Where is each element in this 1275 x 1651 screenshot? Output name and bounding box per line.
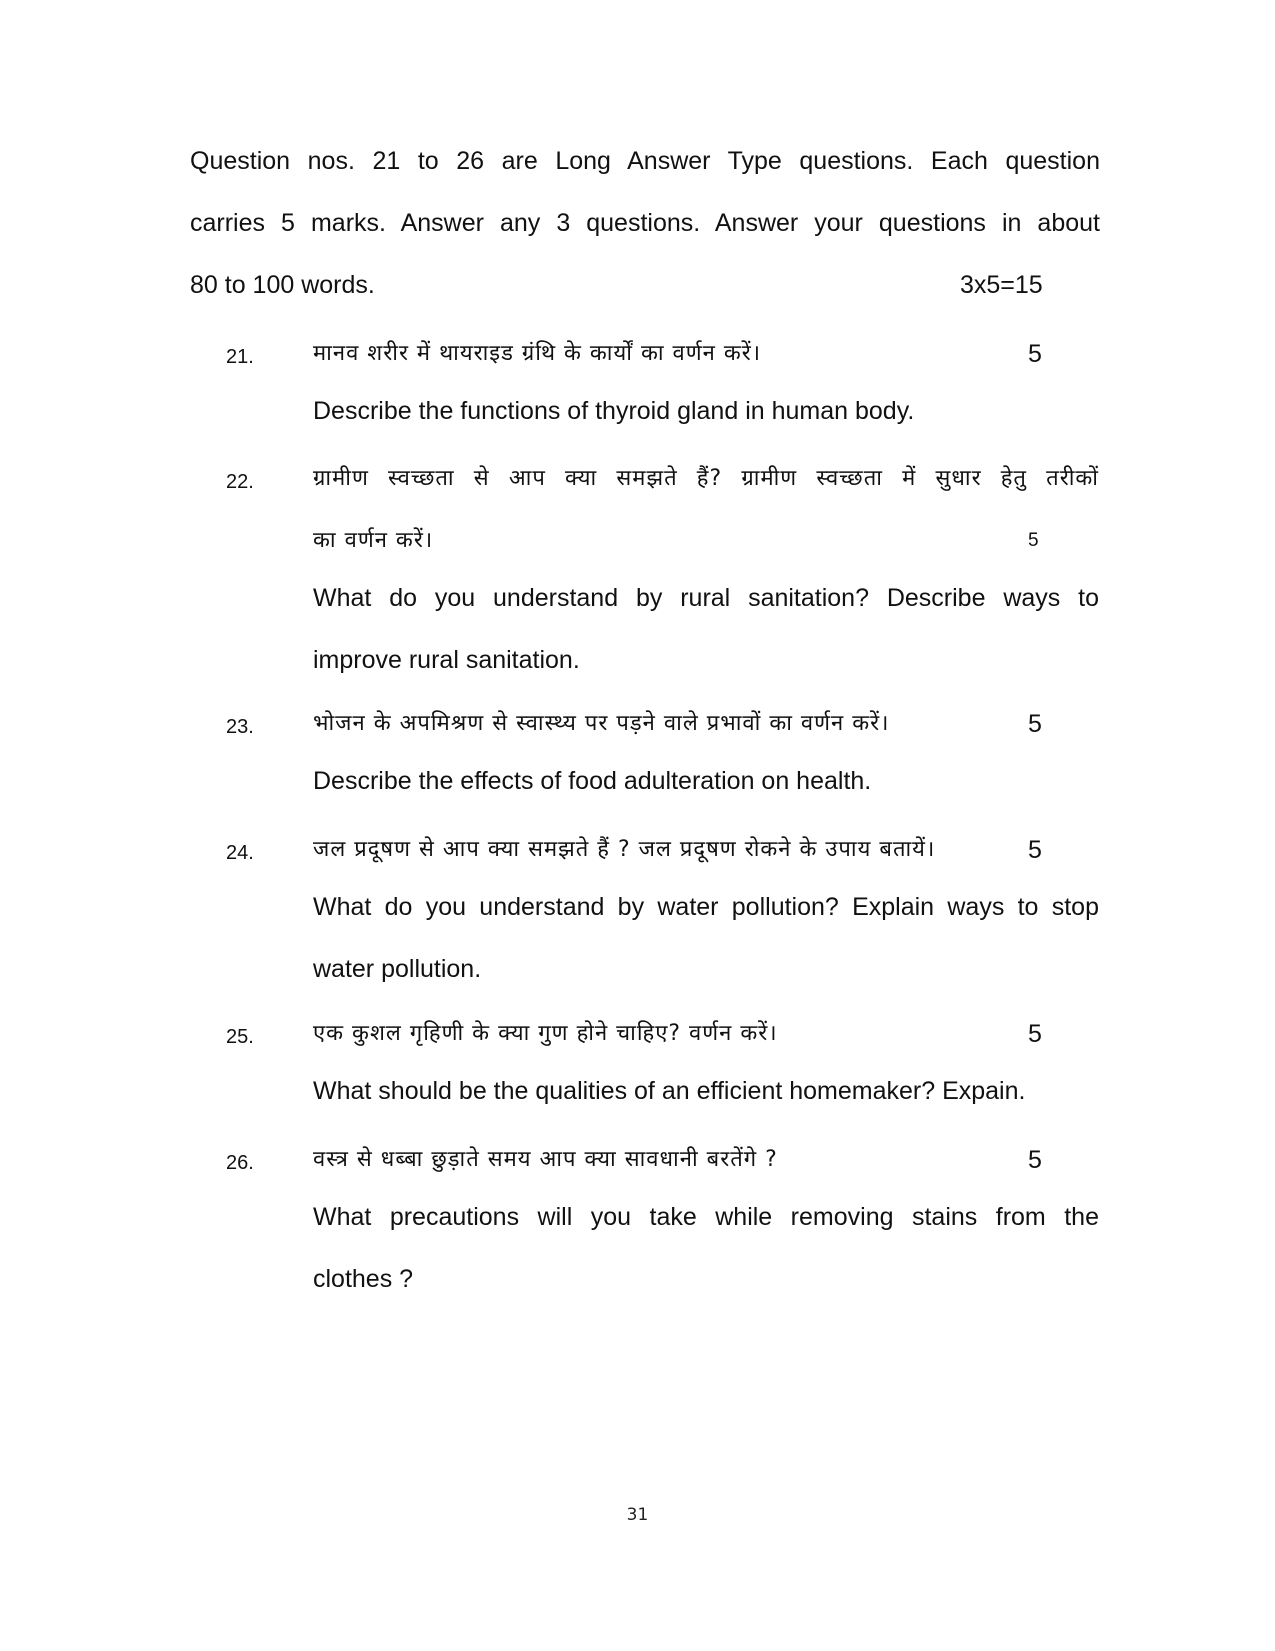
question-english-text <box>313 567 1099 691</box>
question-english-text <box>313 750 1099 812</box>
question-hindi-text: ग्रामीण स्वच्छता से आप क्या समझते हैं? ग्रामीण स्वच्छता में सुधार हेतु तरीकों <box>313 466 1099 491</box>
question-hindi-text: मानव शरीर में थायराइड ग्रंथि के कार्यों का वर्णन करें। <box>313 341 762 366</box>
question-marks: 5 <box>1028 1146 1042 1174</box>
question-number: 22. <box>226 471 254 493</box>
question-number: 25. <box>226 1026 254 1048</box>
instructions-line-3: 80 to 100 words. <box>190 271 375 299</box>
question-hindi-text-cont: का वर्णन करें। <box>313 528 434 553</box>
question-english-line: What do you understand by rural sanitation? Describe ways to <box>313 584 1099 612</box>
question-number: 24. <box>226 842 254 864</box>
question-marks: 5 <box>1028 340 1042 368</box>
instructions-line-1: Question nos. 21 to 26 are Long Answer Type questions. Each question <box>190 147 1100 175</box>
question-english-line: improve rural sanitation. <box>313 646 580 674</box>
question-number: 21. <box>226 346 254 368</box>
instructions-line-3-row <box>190 254 1100 316</box>
question-hindi-text: वस्त्र से धब्बा छुड़ाते समय आप क्या सावधानी बरतेंगे ? <box>313 1147 778 1172</box>
question-english-text <box>313 380 1099 442</box>
question-marks: 5 <box>1028 530 1039 551</box>
page-number: 31 <box>626 1505 649 1525</box>
question-english-text <box>313 1186 1099 1310</box>
question-number: 23. <box>226 716 254 738</box>
question-marks: 5 <box>1028 1020 1042 1048</box>
question-english-line: Describe the functions of thyroid gland in human body. <box>313 397 915 425</box>
question-number: 26. <box>226 1152 254 1174</box>
question-english-text <box>313 876 1099 1000</box>
question-english-line: What should be the qualities of an efficient homemaker? Expain. <box>313 1077 1026 1105</box>
section-instructions <box>190 130 1100 316</box>
question-hindi-text: भोजन के अपमिश्रण से स्वास्थ्य पर पड़ने वाले प्रभावों का वर्णन करें। <box>313 711 890 736</box>
question-english-line: Describe the effects of food adulteration on health. <box>313 767 872 795</box>
question-marks: 5 <box>1028 710 1042 738</box>
question-english-line: What precautions will you take while removing stains from the <box>313 1203 1099 1231</box>
question-english-text <box>313 1060 1099 1122</box>
question-english-line: water pollution. <box>313 955 482 983</box>
question-hindi-text: एक कुशल गृहिणी के क्या गुण होने चाहिए? वर्णन करें। <box>313 1021 778 1046</box>
instructions-line-2: carries 5 marks. Answer any 3 questions. Answer your questions in about <box>190 209 1100 237</box>
question-hindi-text: जल प्रदूषण से आप क्या समझते हैं ? जल प्रदूषण रोकने के उपाय बतायें। <box>313 837 936 862</box>
question-english-line: clothes ? <box>313 1265 414 1293</box>
question-english-line: What do you understand by water pollution? Explain ways to stop <box>313 893 1099 921</box>
total-marks: 3x5=15 <box>960 271 1043 299</box>
question-marks: 5 <box>1028 836 1042 864</box>
